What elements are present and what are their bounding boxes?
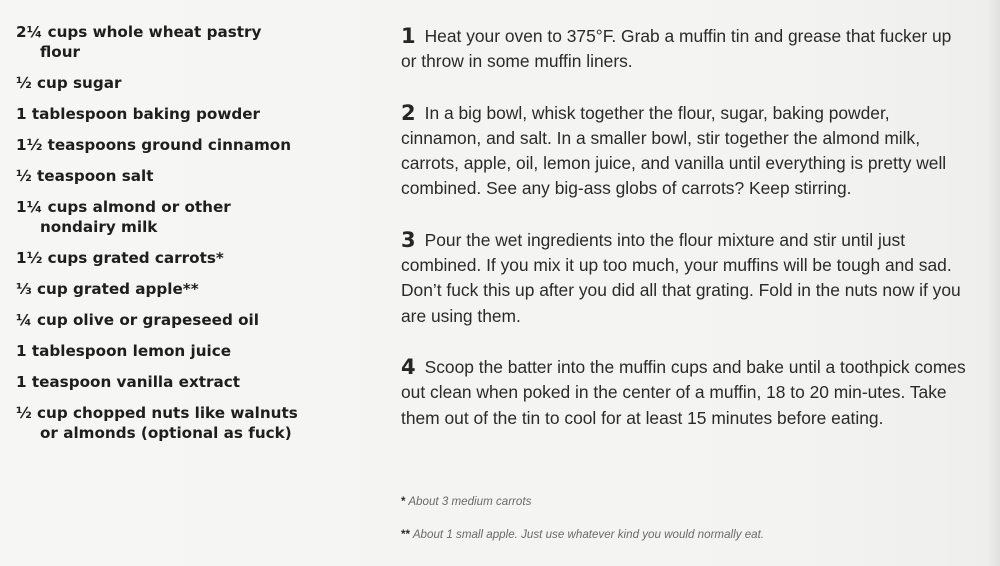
step-1: [401, 24, 969, 75]
step-text: Heat your oven to 375°F. Grab a muffin tin and grease that fucker up or throw in some muffin liners.: [401, 26, 952, 72]
footnote: [401, 528, 961, 541]
step-number: 3: [401, 227, 416, 252]
footnote-text: About 1 small apple. Just use whatever kind you would normally eat.: [412, 528, 765, 541]
step-text: Pour the wet ingredients into the flour mixture and stir until just combined. If you mix it up too much, your muffins will be tough and sad. Don’t fuck this up after you did all that grating. Fold in the nuts now if you are using them.: [401, 229, 961, 326]
ingredient-list: [16, 22, 306, 454]
ingredient-item: 1 teaspoon vanilla extract: [16, 373, 241, 391]
ingredient-item: ⅓ cup grated apple**: [16, 280, 199, 298]
footnotes: [401, 495, 961, 561]
ingredient-item: 1¼ cups almond or other nondairy milk: [16, 198, 231, 236]
ingredient-item: 1½ cups grated carrots*: [16, 249, 224, 267]
step-number: 4: [401, 354, 416, 379]
ingredient-item: ½ teaspoon salt: [16, 167, 154, 185]
step-text: In a big bowl, whisk together the flour, sugar, baking powder, cinnamon, and salt. In a smaller bowl, stir together the almond milk, carrots, apple, oil, lemon juice, and vanilla until everything is pretty well combined. See any big-ass globs of carrots? Keep stirring.: [401, 102, 947, 199]
ingredient-item: ½ cup sugar: [16, 74, 122, 92]
ingredient-item: ¼ cup olive or grapeseed oil: [16, 311, 259, 329]
step-4: [401, 355, 969, 431]
ingredient-item: 1 tablespoon lemon juice: [16, 342, 232, 360]
ingredient-item: 1½ teaspoons ground cinnamon: [16, 136, 292, 154]
instruction-steps: [401, 24, 969, 457]
step-2: [401, 101, 969, 202]
footnote-text: About 3 medium carrots: [408, 495, 532, 508]
ingredient-item: 1 tablespoon baking powder: [16, 105, 261, 123]
step-text: Scoop the batter into the muffin cups and bake until a toothpick comes out clean when poked in the center of a muffin, 18 to 20 min-utes. Take them out of the tin to cool for at least 15 minutes before eating.: [401, 356, 966, 428]
footnote-marker: **: [401, 528, 411, 541]
ingredient-item: ½ cup chopped nuts like walnuts or almonds (optional as fuck): [16, 404, 298, 442]
footnote-marker: *: [401, 495, 406, 508]
ingredient-item: 2¼ cups whole wheat pastry flour: [16, 23, 262, 61]
footnote: [401, 495, 961, 508]
step-number: 1: [401, 24, 416, 48]
step-3: [401, 228, 969, 329]
step-number: 2: [401, 100, 416, 125]
